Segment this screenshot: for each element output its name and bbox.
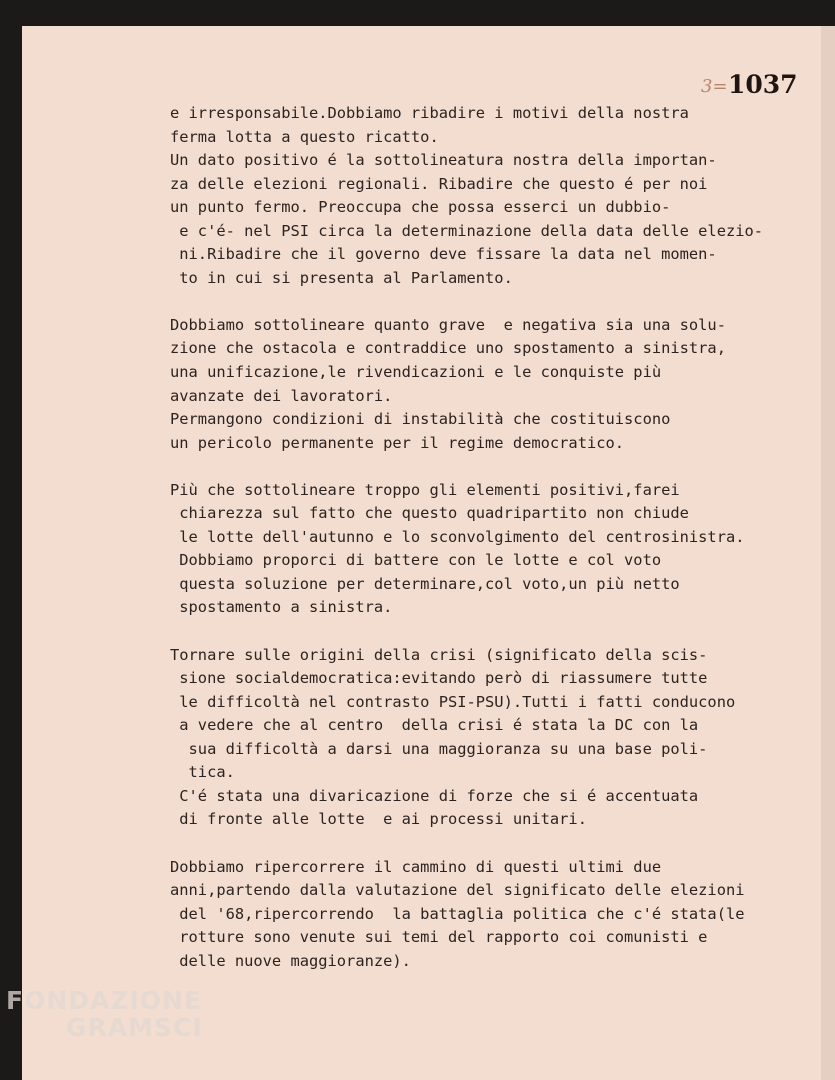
text-line: chiarezza sul fatto che questo quadripartito non chiude: [170, 504, 689, 523]
paragraph-gap: [170, 620, 790, 644]
text-line: za delle elezioni regionali. Ribadire che questo é per noi: [170, 174, 708, 193]
text-line: Un dato positivo é la sottolineatura nostra della importan-: [170, 151, 717, 170]
text-line: C'é stata una divaricazione di forze che si é accentuata: [170, 786, 699, 805]
text-line: rotture sono venute sui temi del rapporto coi comunisti e: [170, 928, 708, 947]
text-line: ferma lotta a questo ricatto.: [170, 127, 439, 146]
watermark-line-1: FONDAZIONE: [6, 986, 203, 1015]
text-line: Tornare sulle origini della crisi (significato della scis-: [170, 645, 708, 664]
text-line: sua difficoltà a darsi una maggioranza su una base poli-: [170, 739, 708, 758]
text-line: una unificazione,le rivendicazioni e le conquiste più: [170, 363, 662, 382]
text-line: e irresponsabile.Dobbiamo ribadire i motivi della nostra: [170, 104, 689, 122]
text-line: a vedere che al centro della crisi é stata la DC con la: [170, 716, 699, 735]
text-line: Dobbiamo sottolineare quanto grave e negativa sia una solu-: [170, 315, 726, 334]
watermark-line-2: GRAMSCI: [66, 1013, 203, 1042]
text-line: di fronte alle lotte e ai processi unitari.: [170, 810, 587, 829]
page-edge: [821, 26, 835, 1080]
text-line: anni,partendo dalla valutazione del significato delle elezioni: [170, 881, 745, 900]
text-line: ni.Ribadire che il governo deve fissare la data nel momen-: [170, 245, 717, 264]
paragraph-gap: [170, 455, 790, 479]
typewritten-text: [170, 102, 790, 973]
text-line: questa soluzione per determinare,col voto,un più netto: [170, 574, 680, 593]
paragraph-gap: [170, 832, 790, 856]
text-line: un pericolo permanente per il regime democratico.: [170, 433, 625, 452]
text-line: avanzate dei lavoratori.: [170, 386, 393, 405]
text-line: to in cui si presenta al Parlamento.: [170, 268, 513, 287]
text-line: Dobbiamo proporci di battere con le lotte e col voto: [170, 551, 662, 570]
text-line: tica.: [170, 763, 235, 782]
stamped-folio-number: 1037: [728, 70, 798, 99]
paragraph-gap: [170, 290, 790, 314]
archive-watermark: [6, 986, 203, 1042]
text-line: sione socialdemocratica:evitando però di riassumere tutte: [170, 669, 708, 688]
text-line: le lotte dell'autunno e lo sconvolgimento del centrosinistra.: [170, 527, 745, 546]
text-line: e c'é- nel PSI circa la determinazione della data delle elezio-: [170, 221, 764, 240]
text-line: delle nuove maggioranze).: [170, 951, 411, 970]
handwritten-page-number: 3=: [701, 76, 728, 97]
text-line: Permangono condizioni di instabilità che costituiscono: [170, 410, 671, 429]
text-line: le difficoltà nel contrasto PSI-PSU).Tutti i fatti conducono: [170, 692, 736, 711]
text-line: spostamento a sinistra.: [170, 598, 393, 617]
text-line: un punto fermo. Preoccupa che possa esserci un dubbio-: [170, 198, 671, 217]
text-line: Dobbiamo ripercorrere il cammino di questi ultimi due: [170, 857, 662, 876]
text-line: del '68,ripercorrendo la battaglia politica che c'é stata(le: [170, 904, 745, 923]
text-line: Più che sottolineare troppo gli elementi positivi,farei: [170, 480, 680, 499]
text-line: zione che ostacola e contraddice uno spostamento a sinistra,: [170, 339, 726, 358]
